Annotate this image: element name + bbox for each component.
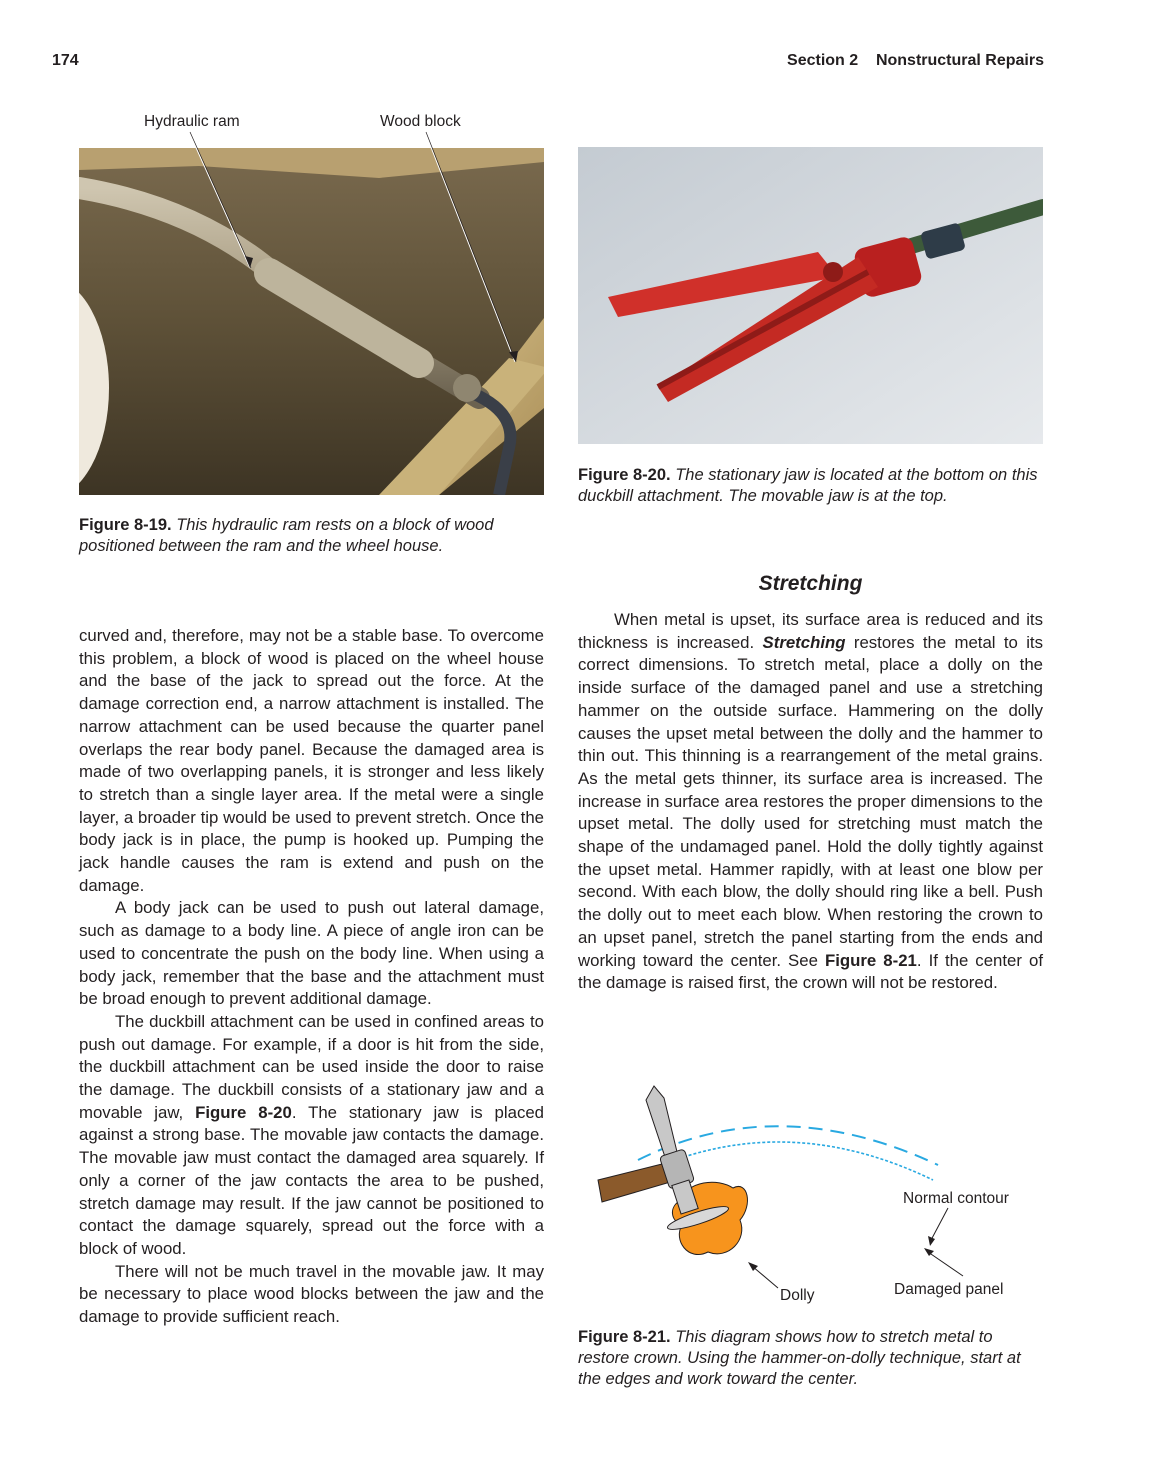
figure-8-20-text: The stationary jaw is located at the bottom on this duckbill attachment. The movable jaw is at the top. xyxy=(578,466,1038,505)
callout-hydraulic-ram: Hydraulic ram xyxy=(144,113,240,130)
paragraph-text: The duckbill attachment can be used in confined areas to push out damage. For example, if a door is hit from the side, the duckbill attachment can be used inside the door to raise the damage. The duckbill consists of a stationary jaw and a movable jaw, xyxy=(79,1011,544,1122)
figure-8-20-caption xyxy=(578,465,1048,507)
left-column-text xyxy=(79,625,544,1329)
callout-damaged-panel: Damaged panel xyxy=(894,1281,1004,1298)
paragraph-text: restores the metal to its correct dimensions. To stretch metal, place a dolly on the inside surface of the damaged panel and use a stretching hammer on the outside surface. Hammering on the dolly causes the upset metal between the dolly and the hammer to thin out. This thinning is a rearrangement of the metal grains. As the metal gets thinner, its surface area is increased. The increase in surface area restores the proper dimensions to the upset metal. The dolly used for stretching must match the shape of the undamaged panel. Hold the dolly tightly against the upset metal. Hammer rapidly, with at least one blow per second. With each blow, the dolly should ring like a bell. Push the dolly out to meet each blow. When restoring the crown to an upset panel, stretch the panel starting from the ends and working toward the center. See xyxy=(578,632,1043,970)
paragraph: A body jack can be used to push out lateral damage, such as damage to a body line. A piece of angle iron can be used to concentrate the push on the body line. When using a body jack, remember that the base and the attachment must be broad enough to prevent additional damage. xyxy=(79,898,544,1009)
page-number: 174 xyxy=(52,52,79,69)
figure-8-19-text: This hydraulic ram rests on a block of wood positioned between the ram and the wheel house. xyxy=(79,516,494,555)
paragraph-text: When metal is upset, its surface area is reduced and its thickness is increased. xyxy=(578,610,1043,652)
figure-reference: Figure 8-21 xyxy=(824,950,917,970)
paragraph: curved and, therefore, may not be a stable base. To overcome this problem, a block of wood is placed on the wheel house and the base of the jack to spread out the force. At the damage correction end, a narrow attachment is installed. The narrow attachment can be used because the quarter panel overlaps the rear body panel. Because the damaged area is made of two overlapping panels, it is stronger and less likely to stretch than a single layer area. If the metal were a single layer, a broader tip would be used to prevent stretch. Once the body jack is in place, the pump is hooked up. Pumping the jack handle causes the ram is extend and push on the damage. xyxy=(79,626,544,895)
figure-8-21-text: This diagram shows how to stretch metal to restore crown. Using the hammer-on-dolly technique, start at the edges and work toward the center. xyxy=(578,1328,1021,1388)
paragraph xyxy=(79,1011,544,1261)
right-column-text xyxy=(578,609,1043,995)
figure-8-21-label: Figure 8-21. xyxy=(578,1328,671,1346)
figure-8-19-label: Figure 8-19. xyxy=(79,516,172,534)
figure-8-20-photo xyxy=(578,147,1043,444)
figure-8-21-caption xyxy=(578,1327,1048,1390)
hammer-peen xyxy=(646,1086,678,1160)
figure-reference: Figure 8-20 xyxy=(195,1102,292,1122)
callout-dolly: Dolly xyxy=(780,1287,815,1304)
section-label: Section 2 xyxy=(787,52,859,69)
section-title: Nonstructural Repairs xyxy=(875,52,1044,69)
duckbill-attachment-photo-illustration xyxy=(578,147,1043,444)
callout-wood-block: Wood block xyxy=(380,113,461,130)
figure-8-20-label: Figure 8-20. xyxy=(578,466,671,484)
paragraph-text: . If the center of the damage is raised first, the crown will not be restored. xyxy=(578,950,1043,993)
paragraph: There will not be much travel in the movable jaw. It may be necessary to place wood blocks between the jaw and the damage to provide sufficient reach. xyxy=(79,1261,544,1327)
paragraph xyxy=(578,609,1043,995)
paragraph-text: . The stationary jaw is placed against a strong base. The movable jaw contacts the damage. The movable jaw must contact the damaged area squarely. If only a corner of the jaw contacts the area to be pushed, stretch damage may result. If the jaw cannot be positioned to contact the damage squarely, spread out the force with a block of wood. xyxy=(79,1102,545,1258)
section-heading: Stretching xyxy=(758,572,863,595)
callout-normal-contour: Normal contour xyxy=(903,1190,1009,1207)
figure-8-19-caption xyxy=(79,515,549,557)
key-term: Stretching xyxy=(762,632,846,652)
